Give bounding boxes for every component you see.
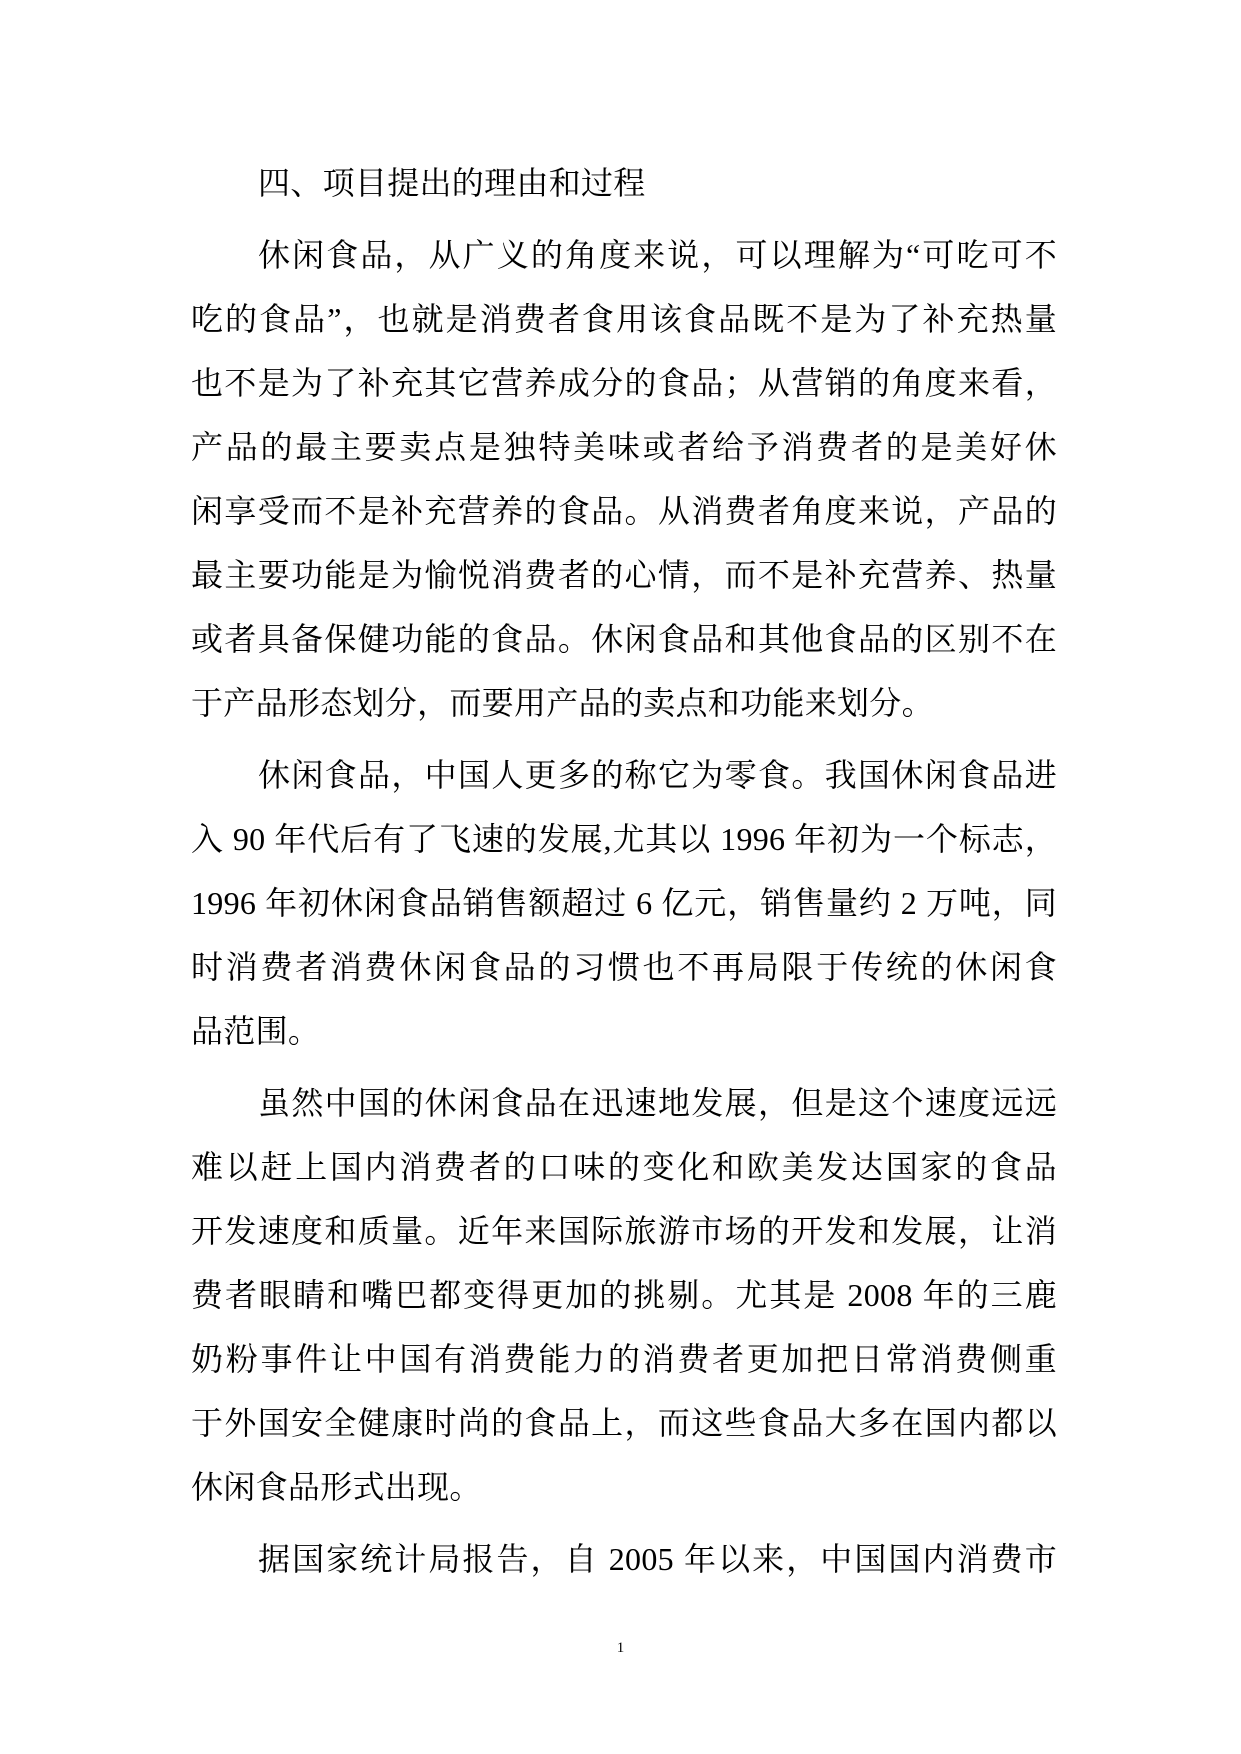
paragraph-3-line-7: 休闲食品形式出现。 [191,1469,482,1505]
paragraph-1-line-4: 产品的最主要卖点是独特美味或者给予消费者的是美好休 [191,429,1057,465]
paragraph-1-line-7: 或者具备保健功能的食品。休闲食品和其他食品的区别不在 [191,621,1057,657]
section-heading: 四、项目提出的理由和过程 [258,165,646,201]
paragraph-1-line-8: 于产品形态划分，而要用产品的卖点和功能来划分。 [191,685,934,721]
paragraph-3-line-4: 费者眼睛和嘴巴都变得更加的挑剔。尤其是 2008 年的三鹿 [191,1277,1057,1313]
paragraph-2-line-3: 1996 年初休闲食品销售额超过 6 亿元，销售量约 2 万吨，同 [191,885,1057,921]
paragraph-4-line-1: 据国家统计局报告，自 2005 年以来，中国国内消费市 [258,1541,1057,1577]
paragraph-1-line-5: 闲享受而不是补充营养的食品。从消费者角度来说，产品的 [191,493,1057,529]
paragraph-3-line-3: 开发速度和质量。近年来国际旅游市场的开发和发展，让消 [191,1213,1057,1249]
paragraph-3-line-2: 难以赶上国内消费者的口味的变化和欧美发达国家的食品 [191,1149,1057,1185]
paragraph-4 [191,1527,1057,1591]
paragraph-1-line-2: 吃的食品”，也就是消费者食用该食品既不是为了补充热量 [191,301,1057,337]
page-number: 1 [616,1640,625,1656]
paragraph-3-line-5: 奶粉事件让中国有消费能力的消费者更加把日常消费侧重 [191,1341,1057,1377]
paragraph-2 [191,743,1057,1063]
paragraph-3-line-6: 于外国安全健康时尚的食品上，而这些食品大多在国内都以 [191,1405,1057,1441]
paragraph-2-line-2: 入 90 年代后有了飞速的发展,尤其以 1996 年初为一个标志， [191,821,1057,857]
paragraph-1 [191,223,1057,735]
paragraph-2-line-1: 休闲食品，中国人更多的称它为零食。我国休闲食品进 [258,757,1057,793]
paragraph-2-line-4: 时消费者消费休闲食品的习惯也不再局限于传统的休闲食 [191,949,1057,985]
paragraph-1-line-3: 也不是为了补充其它营养成分的食品；从营销的角度来看， [191,365,1057,401]
paragraph-3 [191,1071,1057,1519]
paragraph-1-line-1: 休闲食品，从广义的角度来说，可以理解为“可吃可不 [258,237,1057,273]
paragraph-3-line-1: 虽然中国的休闲食品在迅速地发展，但是这个速度远远 [258,1085,1057,1121]
paragraph-2-line-5: 品范围。 [191,1013,321,1049]
document-body [191,151,1057,1591]
paragraph-1-line-6: 最主要功能是为愉悦消费者的心情，而不是补充营养、热量 [191,557,1057,593]
